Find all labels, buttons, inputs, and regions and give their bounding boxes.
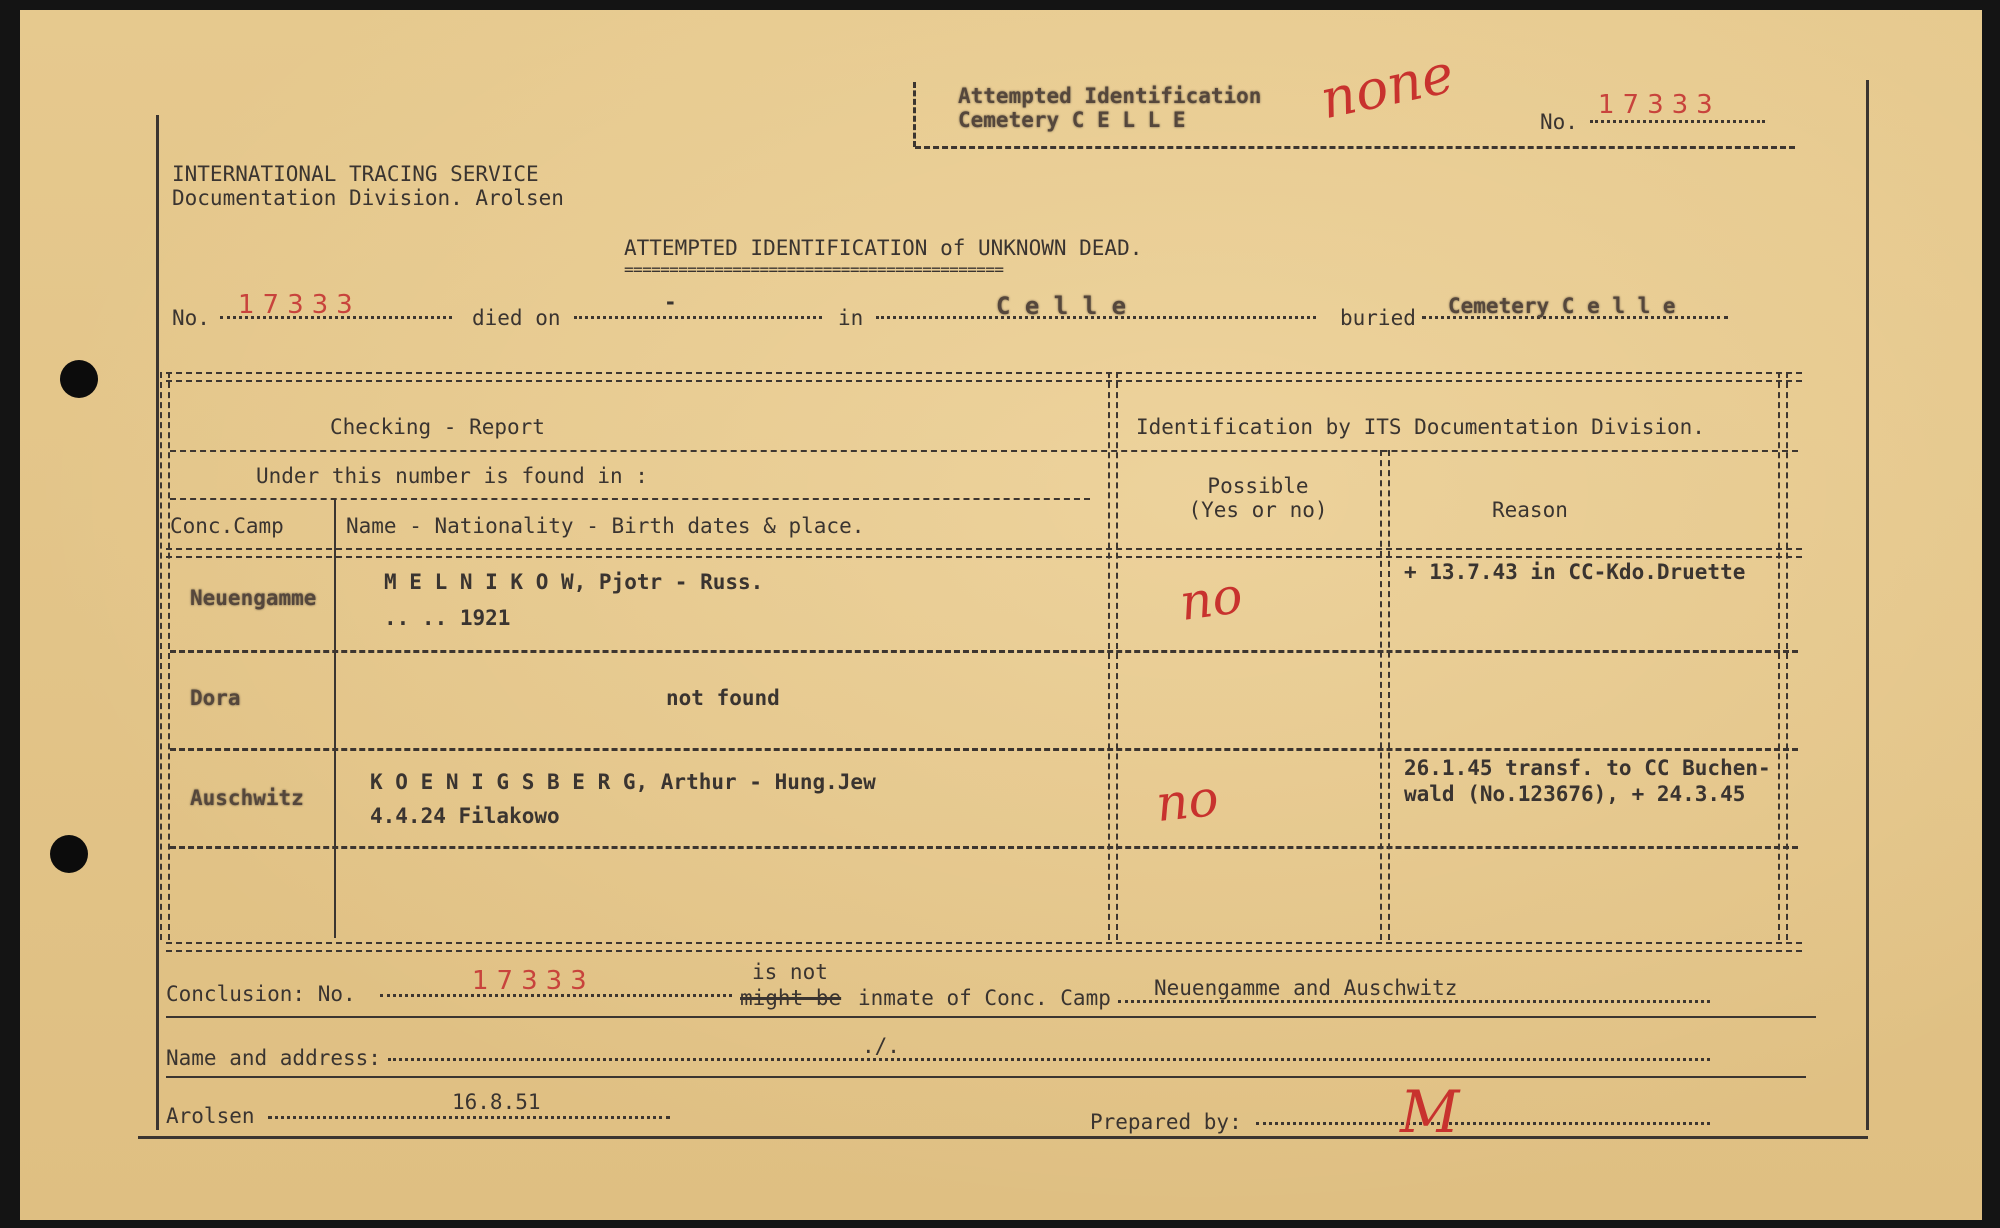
row-3-reason-2: wald (No.123676), + 24.3.45 [1404,782,1746,806]
in-value: C e l l e [996,292,1127,320]
column-possible: Possible [1207,474,1309,498]
table-left-border [160,372,170,940]
table-top-border [166,372,1802,382]
prepared-by-dots [1256,1122,1710,1125]
title-underline: ========================================== [624,260,1004,279]
row-1-reason: + 13.7.43 in CC-Kdo.Druette [1404,560,1746,584]
table-bottom-border [166,942,1802,952]
frame-left-line [156,115,159,1130]
row-3-birth: 4.4.24 Filakowo [370,804,560,828]
row-3-bottom [170,846,1798,849]
agency-line-1: INTERNATIONAL TRACING SERVICE [172,162,539,186]
record-card [20,10,1982,1220]
column-name-nationality: Name - Nationality - Birth dates & place. [346,514,865,538]
column-reason: Reason [1492,498,1568,522]
footer-place-dots [268,1116,670,1119]
found-in-underline [170,498,1090,500]
column-conc-camp: Conc.Camp [170,514,284,538]
died-on-value: - [664,290,677,314]
row-1-birth: .. .. 1921 [384,606,511,630]
column-header-bottom [166,548,1802,558]
info-no-label: No. [172,306,210,330]
table-middle-divider [1108,372,1118,940]
row-3-camp: Auschwitz [190,786,304,810]
header-number: 17333 [1598,90,1721,120]
prepared-by-initials: M [1400,1078,1460,1146]
name-address-rule [166,1076,1806,1078]
conclusion-might-be: might be [740,986,842,1010]
name-address-value: ./. [862,1034,900,1058]
row-2-name: not found [666,686,780,710]
conclusion-camp-dots [1118,1000,1710,1003]
row-1-name: M E L N I K O W, Pjotr - Russ. [384,570,764,594]
column-possible-sub: (Yes or no) [1188,498,1328,522]
row-1-camp: Neuengamme [190,586,317,610]
checking-report-header: Checking - Report [330,415,545,439]
conclusion-is-not: is not [752,960,828,984]
name-address-label: Name and address: [166,1046,381,1070]
header-underline [915,146,1795,149]
row-3-possible: no [1153,768,1222,834]
row-1-bottom [170,650,1798,653]
header-row-line [170,450,1798,452]
name-address-dots [388,1058,1710,1061]
row-3-reason-1: 26.1.45 transf. to CC Buchen- [1404,756,1771,780]
conclusion-inmate-text: inmate of Conc. Camp [858,986,1111,1010]
frame-right-line [1866,80,1869,1130]
died-on-label: died on [472,306,561,330]
conclusion-rule [166,1016,1816,1018]
prepared-by-label: Prepared by: [1090,1110,1242,1134]
row-1-possible: no [1176,565,1247,633]
stamp-bracket [913,82,916,147]
info-number: 17333 [238,290,361,320]
died-on-dots [574,316,822,319]
header-no-dots [1590,120,1765,123]
buried-value: Cemetery C e l l e [1448,294,1676,318]
conclusion-camps: Neuengamme and Auschwitz [1154,976,1458,1000]
row-2-bottom [170,748,1798,751]
row-3-name: K O E N I G S B E R G, Arthur - Hung.Jew [370,770,876,794]
conclusion-label: Conclusion: No. [166,982,356,1006]
footer-date: 16.8.51 [452,1090,541,1114]
punch-hole-top [60,360,98,398]
in-label: in [838,306,864,330]
buried-label: buried [1340,306,1416,330]
punch-hole-bottom [50,835,88,873]
document-title: ATTEMPTED IDENTIFICATION of UNKNOWN DEAD. [624,236,1143,260]
table-reason-divider [1380,450,1390,940]
handwritten-none: none [1314,41,1460,132]
agency-line-2: Documentation Division. Arolsen [172,186,564,210]
row-2-camp: Dora [190,686,241,710]
found-in-label: Under this number is found in : [256,464,648,488]
frame-bottom-line [138,1136,1868,1139]
table-camp-divider [334,498,336,938]
stamp-line-1: Attempted Identification [958,84,1262,108]
table-right-border [1778,372,1788,940]
footer-place: Arolsen [166,1104,255,1128]
conclusion-number: 17333 [472,966,595,996]
identification-header: Identification by ITS Documentation Division. [1136,415,1705,439]
stamp-line-2: Cemetery C E L L E [958,108,1186,132]
header-no-label: No. [1540,110,1578,134]
